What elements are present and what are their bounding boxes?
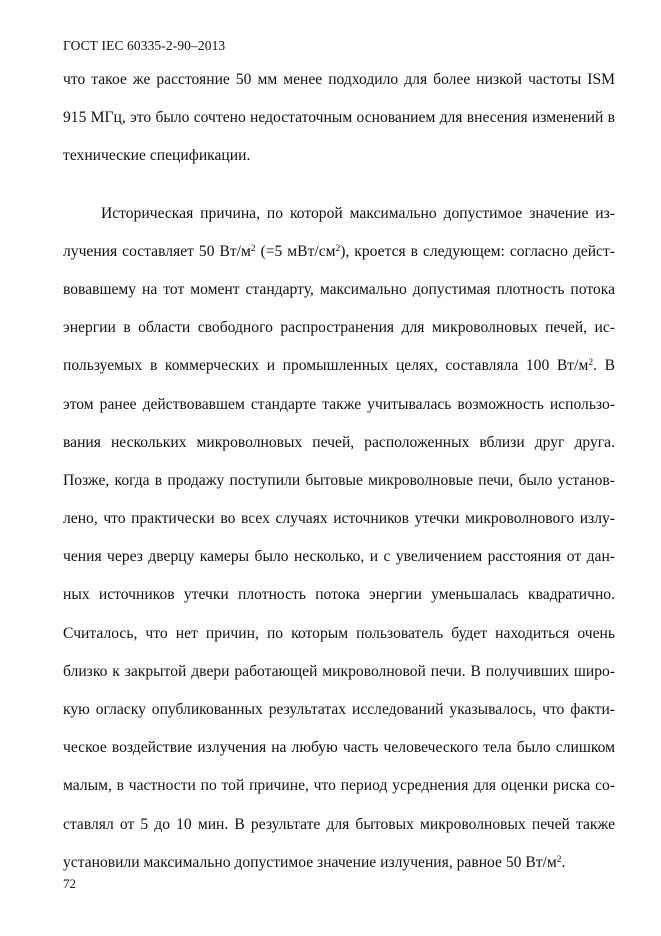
superscript: 2 bbox=[335, 243, 341, 254]
text-line: малым, в частности по той причине, что период усреднения для оценки риска со- bbox=[63, 777, 615, 795]
text-run: (=5 мВт/см bbox=[255, 242, 336, 260]
text-line: вовавшему на тот момент стандарту, максимально допустимая плотность потока bbox=[63, 280, 615, 298]
text-line: ставлял от 5 до 10 мин. В результате для бытовых микроволновых печей также bbox=[63, 815, 615, 833]
text-line: близко к закрытой двери работающей микроволновой печи. В получивших широ- bbox=[63, 662, 615, 680]
text-line: технические спецификации. bbox=[63, 147, 251, 165]
text-line: энергии в области свободного распространения для микроволновых печей, ис- bbox=[63, 319, 615, 337]
text-line: ческое воздействие излучения на любую часть человеческого тела было слишком bbox=[63, 739, 615, 757]
text-line bbox=[63, 347, 615, 385]
text-run: . В bbox=[593, 357, 615, 375]
text-run: ), кроется в следующем: согласно дейст- bbox=[340, 242, 615, 260]
text-line: Считалось, что нет причин, по которым пользователь будет находиться очень bbox=[63, 624, 615, 642]
text-run: установили максимально допустимое значение излучения, равное 50 Вт/м bbox=[63, 853, 557, 871]
text-line: ных источников утечки плотность потока энергии уменьшалась квадратично. bbox=[63, 586, 615, 604]
text-line bbox=[63, 233, 615, 271]
text-line: 915 МГц, это было сочтено недостаточным основанием для внесения изменений в bbox=[63, 109, 615, 127]
superscript: 2 bbox=[250, 243, 256, 254]
paragraph-spacer bbox=[63, 176, 615, 195]
text-line: вания нескольких микроволновых печей, расположенных вблизи друг друга. bbox=[63, 433, 615, 451]
text-line: Позже, когда в продажу поступили бытовые микроволновые печи, было установ- bbox=[63, 471, 615, 489]
body-text bbox=[63, 61, 615, 882]
superscript: 2 bbox=[588, 358, 594, 369]
text-line: чения через дверцу камеры было несколько, и с увеличением расстояния от дан- bbox=[63, 548, 615, 566]
text-line: кую огласку опубликованных результатах исследований указывалось, что факти- bbox=[63, 701, 615, 718]
document-header: ГОСТ IEC 60335-2-90–2013 bbox=[63, 38, 226, 53]
text-line: Историческая причина, по которой максимально допустимое значение из- bbox=[101, 204, 615, 222]
text-run: . bbox=[561, 853, 566, 871]
text-run: пользуемых в коммерческих и промышленных целях, составляла 100 Вт/м bbox=[63, 357, 589, 375]
text-line: лено, что практически во всех случаях источников утечки микроволнового излу- bbox=[63, 510, 615, 528]
text-line bbox=[63, 844, 615, 882]
superscript: 2 bbox=[556, 854, 562, 865]
text-line: этом ранее действовавшем стандарте также учитывалась возможность использо- bbox=[63, 395, 615, 413]
page-number: 72 bbox=[63, 876, 76, 891]
text-line: что такое же расстояние 50 мм менее подходило для более низкой частоты ISM bbox=[63, 71, 615, 88]
text-run: лучения составляет 50 Вт/м bbox=[63, 242, 251, 260]
